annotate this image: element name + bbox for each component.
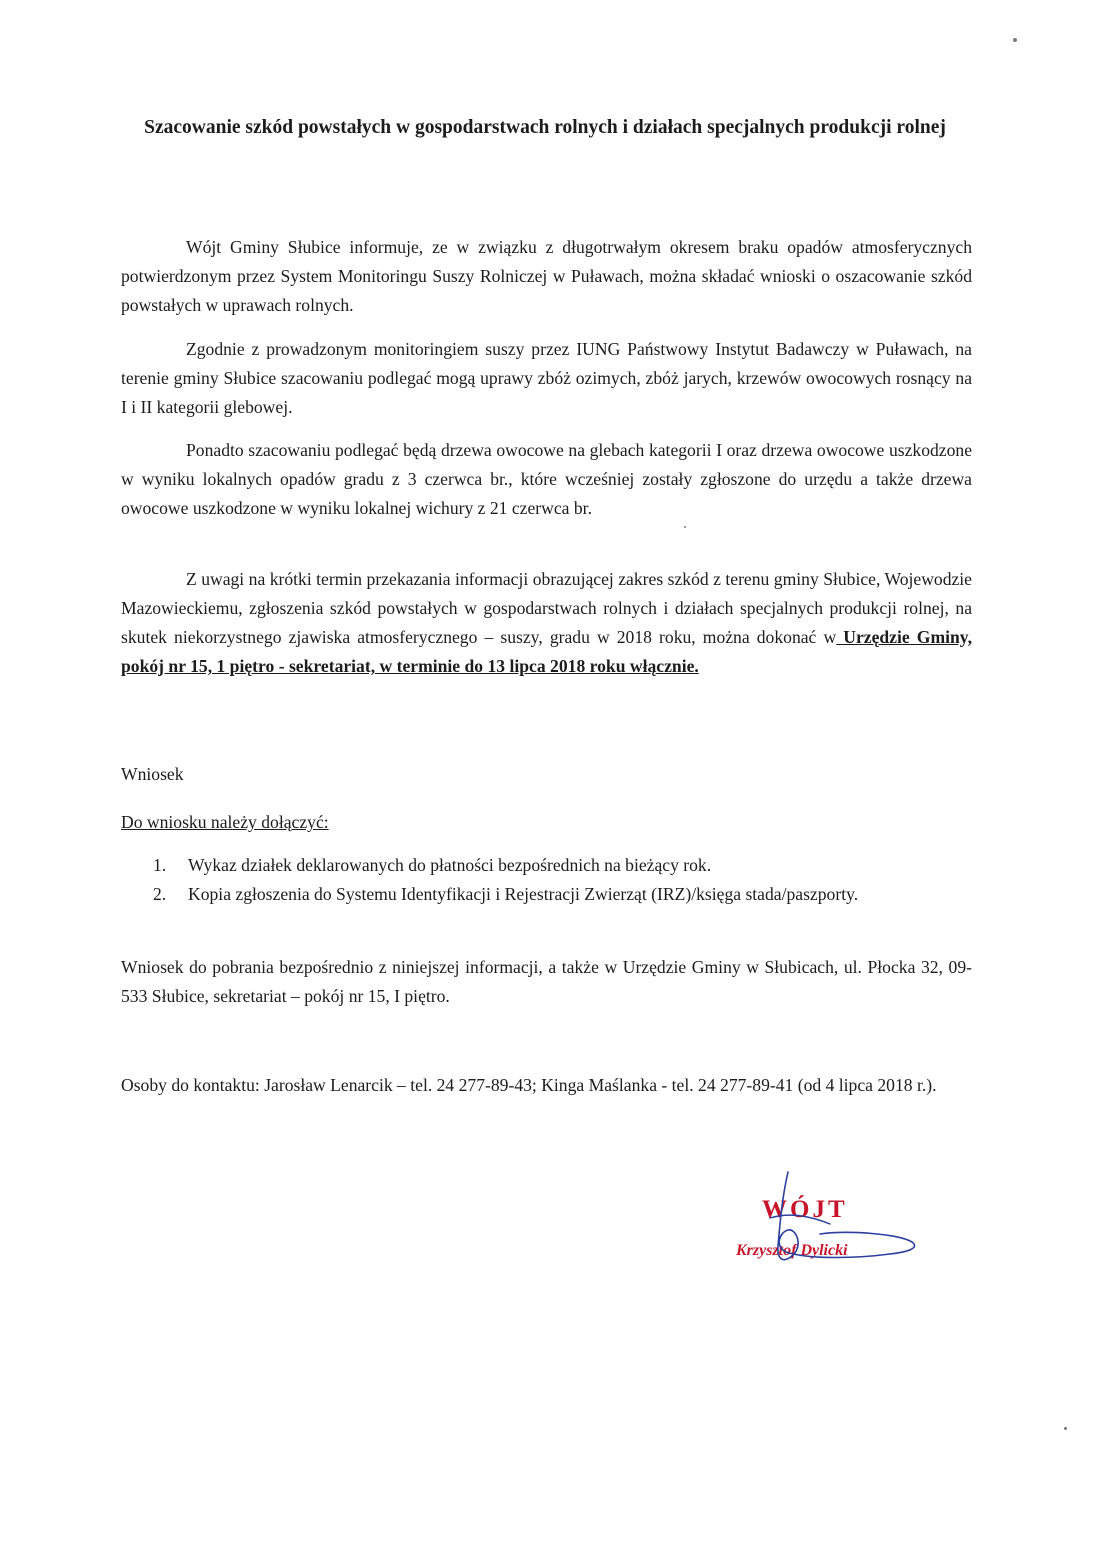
attachment-item	[121, 880, 972, 909]
document-title: Szacowanie szkód powstałych w gospodarstwach rolnych i działach specjalnych produkcji rolnej	[144, 117, 946, 138]
scan-speck	[1013, 38, 1017, 42]
signature-flourish	[770, 1215, 830, 1224]
download-info: Wniosek do pobrania bezpośrednio z niniejszej informacji, a także w Urzędzie Gminy w Słubicach, ul. Płocka 32, 09-533 Słubice, sekretariat – pokój nr 15, I piętro.	[121, 957, 972, 1006]
deadline-emphasis-text: Urzędzie Gminy, pokój nr 15, 1 piętro - sekretariat, w terminie do 13 lipca 2018 roku włącznie.	[121, 627, 972, 676]
paragraph-announcement: Wójt Gminy Słubice informuje, ze w związku z długotrwałym okresem braku opadów atmosferycznych potwierdzonym przez System Monitoringu Suszy Rolniczej w Puławach, można składać wnioski o oszacowanie szkód powstałych w uprawach rolnych.	[121, 237, 972, 315]
scan-speck	[684, 526, 686, 528]
handwritten-signature	[730, 1168, 930, 1288]
attachments-list	[121, 851, 972, 909]
attachment-number: 2.	[153, 884, 167, 904]
stamp-name: Krzysztof Dylicki	[736, 1242, 848, 1259]
paragraph-monitoring: Zgodnie z prowadzonym monitoringiem suszy przez IUNG Państwowy Instytut Badawczy w Puławach, na terenie gminy Słubice szacowaniu podlegać mogą uprawy zbóż ozimych, zbóż jarych, krzewów owocowych rosnący na I i II kategorii glebowej.	[121, 339, 972, 417]
attachment-item	[121, 851, 972, 880]
attachment-number: 1.	[153, 855, 167, 875]
contact-persons: Osoby do kontaktu: Jarosław Lenarcik – tel. 24 277-89-43; Kinga Maślanka - tel. 24 277-89-41 (od 4 lipca 2018 r.).	[121, 1075, 937, 1095]
signature-stamp	[730, 1168, 930, 1288]
attachment-text: Wykaz działek deklarowanych do płatności bezpośrednich na bieżący rok.	[188, 855, 712, 875]
paragraph-additional-damage: Ponadto szacowaniu podlegać będą drzewa owocowe na glebach kategorii I oraz drzewa owocowe uszkodzone w wyniku lokalnych opadów gradu z 3 czerwca br., które wcześniej zostały zgłoszone do urzędu a także drzewa owocowe uszkodzone w wyniku lokalnej wichury z 21 czerwca br.	[121, 440, 972, 518]
deadline-intro-text: Z uwagi na krótki termin przekazania informacji obrazującej zakres szkód z terenu gminy Słubice, Wojewodzie Mazowieckiemu, zgłoszenia szkód powstałych w gospodarstwach rolnych i działach specjalnych produkcji rolnej, na skutek niekorzystnego zjawiska atmosferycznego – suszy, gradu w 2018 roku, można dokonać w	[121, 569, 972, 647]
stamp-title: WÓJT	[762, 1196, 848, 1223]
paragraph-submission-deadline	[121, 565, 972, 681]
attachment-text: Kopia zgłoszenia do Systemu Identyfikacji i Rejestracji Zwierząt (IRZ)/księga stada/paszporty.	[188, 884, 859, 904]
attachments-heading: Do wniosku należy dołączyć:	[121, 812, 329, 832]
application-label: Wniosek	[121, 764, 184, 784]
scan-speck	[1064, 1427, 1067, 1430]
